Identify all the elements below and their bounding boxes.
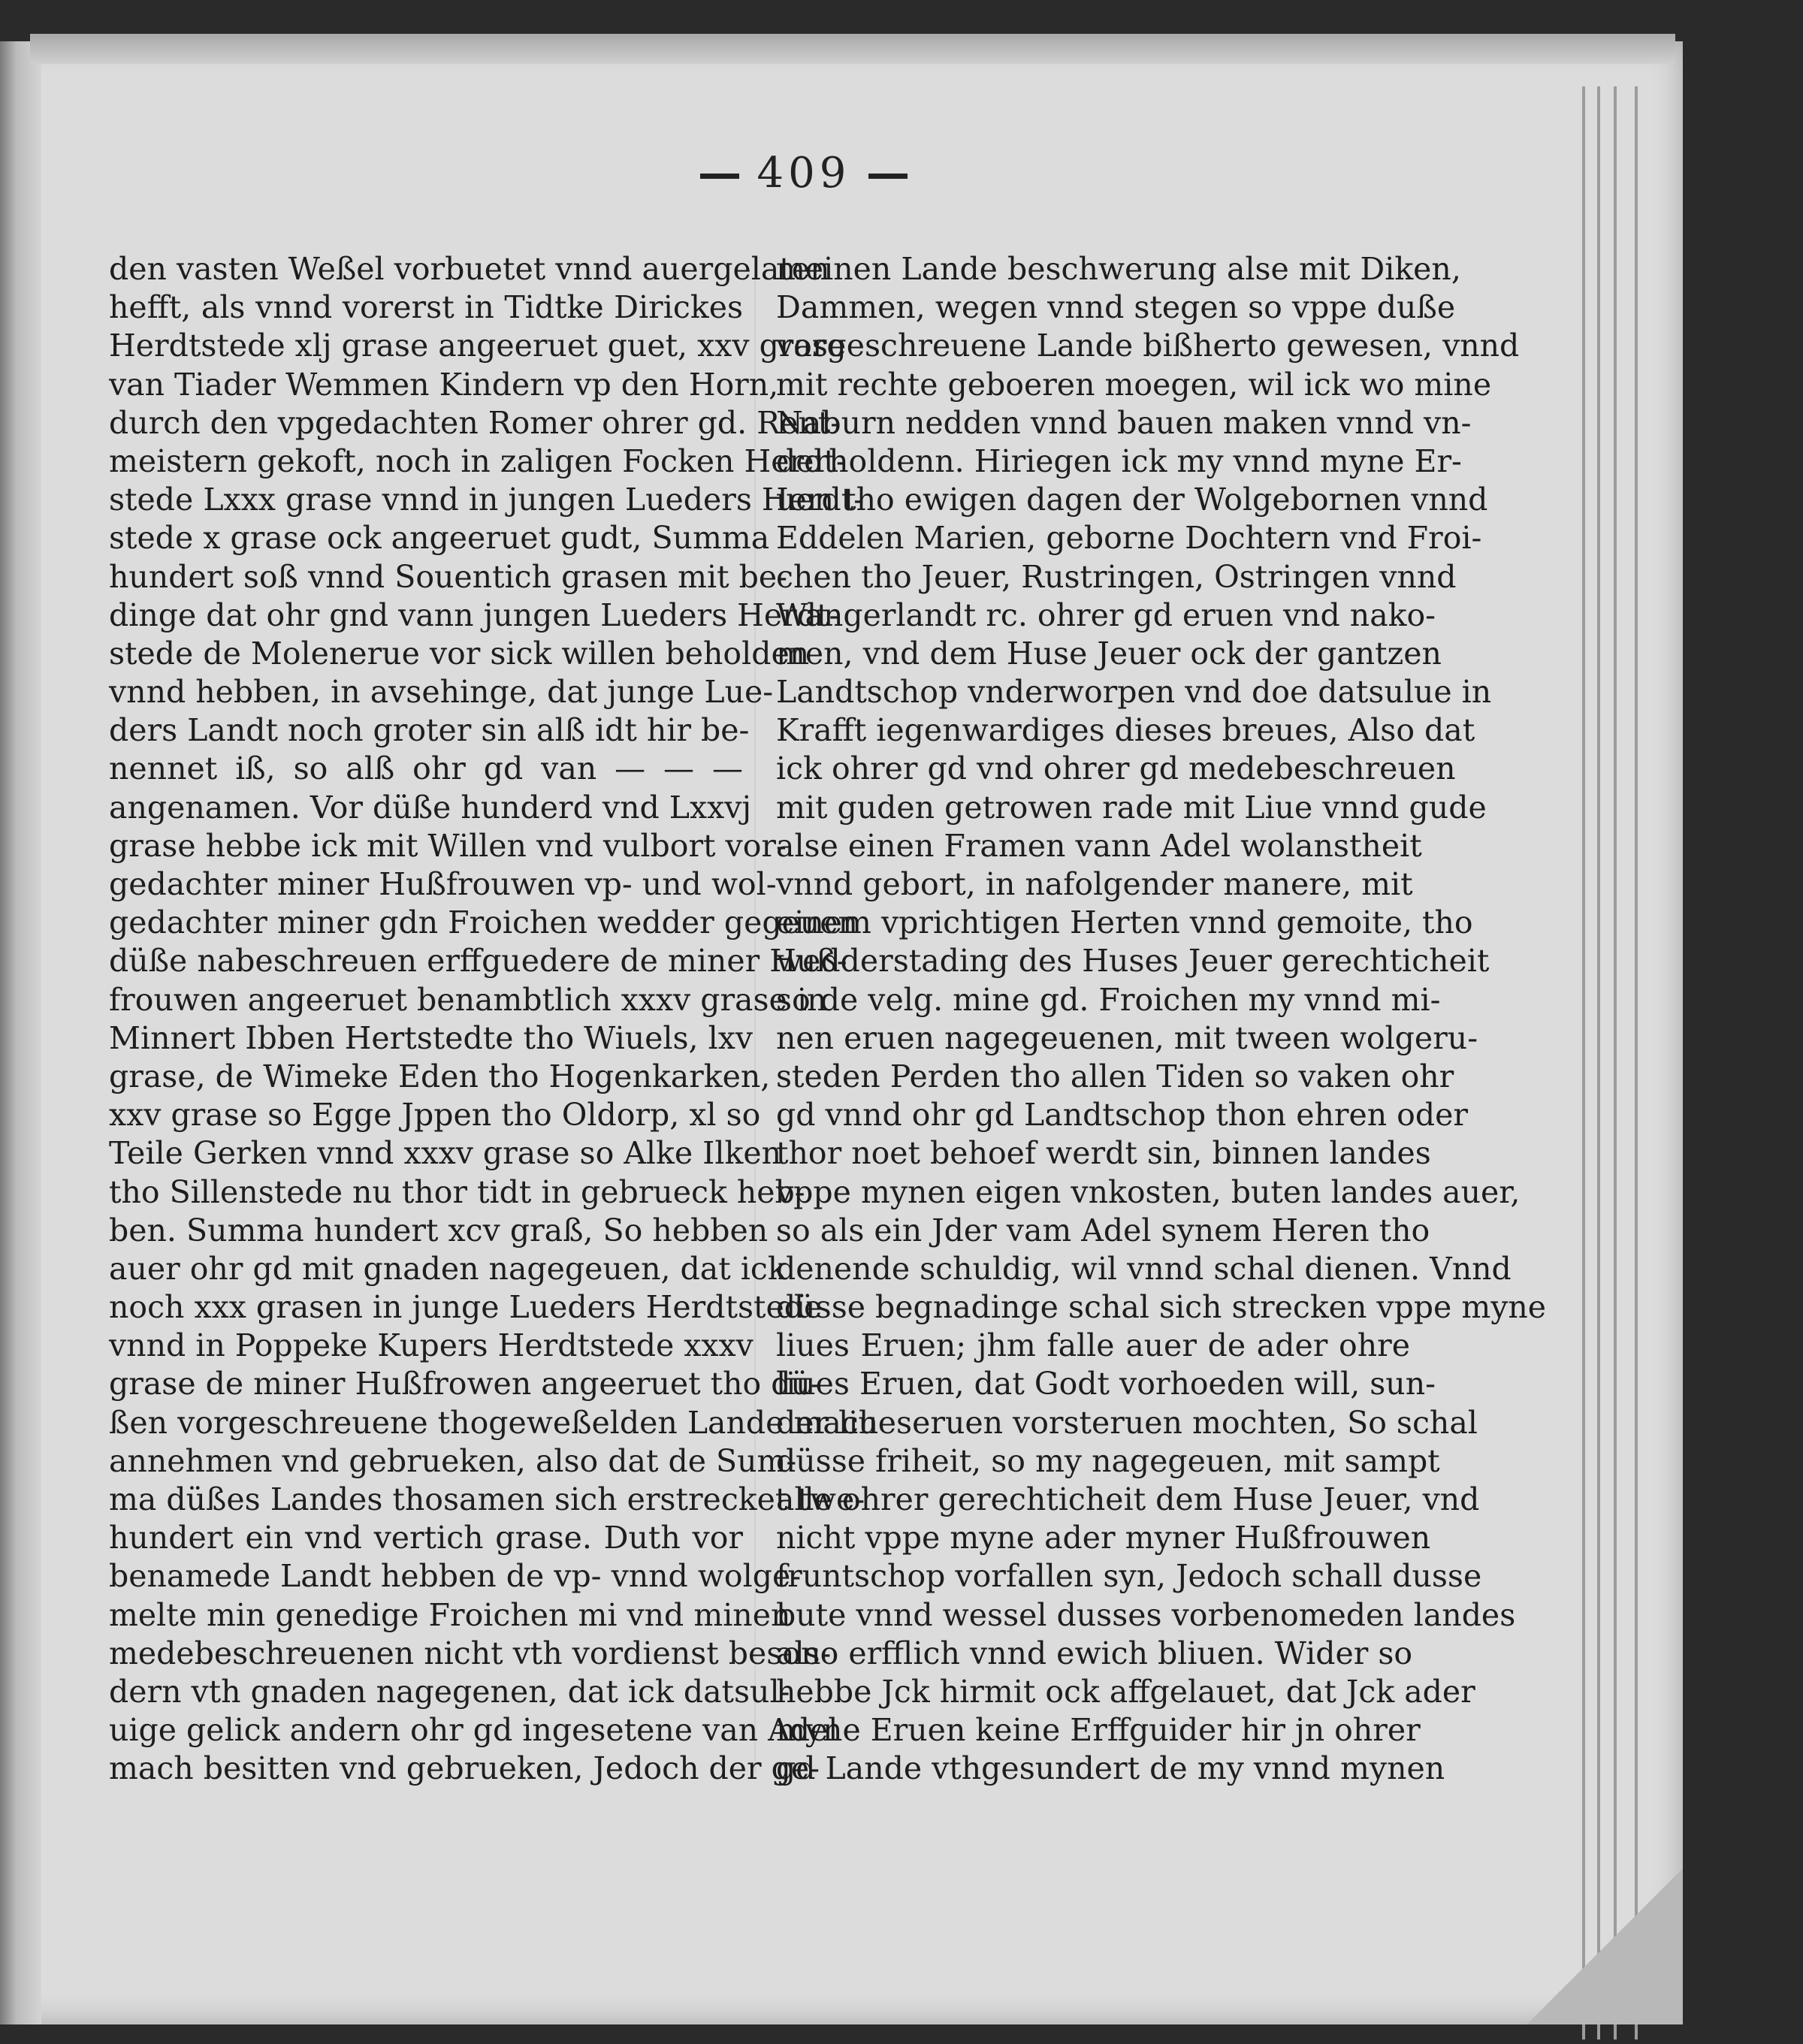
page-edges <box>1570 86 1683 2039</box>
text-line: Naburn nedden vnnd bauen maken vnnd vn- <box>776 404 1472 441</box>
text-line: durch den vpgedachten Romer ohrer gd. Rent- <box>109 404 841 441</box>
text-line: hundert ein vnd vertich grase. Duth vor <box>109 1520 743 1556</box>
text-line: dinge dat ohr gnd vann jungen Lueders Herdt- <box>109 596 840 633</box>
page-header <box>646 149 962 198</box>
text-line: vnnd in Poppeke Kupers Herdtstede xxxv <box>109 1327 754 1364</box>
text-line: liues Eruen, dat Godt vorhoeden will, sun- <box>776 1366 1436 1402</box>
book-gutter <box>0 41 41 2024</box>
page-edge-line <box>1597 86 1600 2039</box>
text-line: vorgeschreuene Lande bißherto gewesen, vnnd <box>776 328 1520 364</box>
text-line: Wangerlandt rc. ohrer gd eruen vnd nako- <box>776 596 1436 633</box>
text-line: vnnd gebort, in nafolgender manere, mit <box>776 866 1413 902</box>
text-line: düsse begnadinge schal sich strecken vppe myne <box>776 1289 1547 1326</box>
text-line: gd Lande vthgesundert de my vnnd mynen <box>776 1750 1445 1787</box>
text-line: wedderstading des Huses Jeuer gerechticheit <box>776 943 1490 980</box>
text-line: meinen Lande beschwerung alse mit Diken, <box>776 251 1461 287</box>
text-line: ßen vorgeschreuene thogeweßelden Lande mach <box>109 1404 879 1441</box>
text-line: Dammen, wegen vnnd stegen so vppe duße <box>776 289 1456 326</box>
text-line: nicht vppe myne ader myner Hußfrouwen <box>776 1520 1431 1556</box>
text-line: gedachter miner gdn Froichen wedder gegeuen <box>109 904 858 941</box>
text-line: nen eruen nagegeuenen, mit tween wolgeru- <box>776 1019 1478 1056</box>
page-corner <box>1487 1829 1683 2024</box>
text-line: grase, de Wimeke Eden tho Hogenkarken, <box>109 1058 771 1094</box>
text-line: hebbe Jck hirmit ock affgelauet, dat Jck ader <box>776 1673 1475 1710</box>
text-line: so de velg. mine gd. Froichen my vnnd mi- <box>776 981 1441 1018</box>
text-line: Krafft iegenwardiges dieses breues, Also dat <box>776 712 1475 749</box>
text-line: derholdenn. Hiriegen ick my vnnd myne Er- <box>776 442 1462 479</box>
text-line: xxv grase so Egge Jppen tho Oldorp, xl so <box>109 1097 761 1134</box>
text-line: denende schuldig, wil vnnd schal dienen. Vnnd <box>776 1250 1512 1287</box>
page-edge-line <box>1614 86 1617 2039</box>
text-line: auer ohr gd mit gnaden nagegeuen, dat ick <box>109 1250 787 1287</box>
page-top-edge <box>30 34 1675 64</box>
text-line: angenamen. Vor düße hunderd vnd Lxxvj <box>109 789 752 826</box>
text-line: stede de Molenerue vor sick willen beholden <box>109 635 810 672</box>
text-line: men, vnd dem Huse Jeuer ock der gantzen <box>776 635 1442 672</box>
text-line: tho Sillenstede nu thor tidt in gebrueck heb- <box>109 1173 805 1210</box>
text-line: hundert soß vnnd Souentich grasen mit be- <box>109 558 787 595</box>
text-line: Teile Gerken vnnd xxxv grase so Alke Ilken <box>109 1135 781 1172</box>
text-line: ders Landt noch groter sin alß idt hir be- <box>109 712 750 749</box>
text-line: myne Eruen keine Erffguider hir jn ohrer <box>776 1712 1421 1749</box>
text-line: einem vprichtigen Herten vnnd gemoite, tho <box>776 904 1473 941</box>
header-dash-left <box>700 174 739 179</box>
text-line: liues Eruen; jhm falle auer de ader ohre <box>776 1327 1410 1364</box>
text-line: dern vth gnaden nagegenen, dat ick datsul- <box>109 1673 790 1710</box>
text-line: hefft, als vnnd vorerst in Tidtke Dirickes <box>109 289 743 326</box>
text-line: grase hebbe ick mit Willen vnd vulbort vor- <box>109 827 787 864</box>
text-line: mach besitten vnd gebrueken, Jedoch der ge- <box>109 1750 820 1787</box>
text-line: Herdtstede xlj grase angeeruet guet, xxv grase <box>109 328 847 364</box>
text-line: meistern gekoft, noch in zaligen Focken Herdt- <box>109 442 847 479</box>
text-line: gd vnnd ohr gd Landtschop thon ehren oder <box>776 1097 1468 1134</box>
text-line: mit guden getrowen rade mit Liue vnnd gude <box>776 789 1487 826</box>
right-text-column <box>776 250 1547 1789</box>
text-line: stede Lxxx grase vnnd in jungen Lueders Herdt- <box>109 482 865 518</box>
text-line: thor noet behoef werdt sin, binnen landes <box>776 1135 1431 1172</box>
text-line: alle ohrer gerechticheit dem Huse Jeuer, vnd <box>776 1481 1480 1517</box>
text-line: uen tho ewigen dagen der Wolgebornen vnnd <box>776 482 1488 518</box>
text-line: medebeschreuenen nicht vth vordienst beson- <box>109 1635 832 1671</box>
text-line: chen tho Jeuer, Rustringen, Ostringen vnnd <box>776 558 1457 595</box>
header-dash-right <box>868 174 908 179</box>
text-line: gedachter miner Hußfrouwen vp- und wol- <box>109 866 777 902</box>
text-line: düsse friheit, so my nagegeuen, mit sampt <box>776 1442 1440 1479</box>
text-line: frouwen angeeruet benambtlich xxxv grase in <box>109 981 827 1018</box>
text-line: vnnd hebben, in avsehinge, dat junge Lue- <box>109 674 774 711</box>
page-edge-line <box>1582 86 1585 2039</box>
text-line: stede x grase ock angeeruet gudt, Summa <box>109 520 770 557</box>
text-line: melte min genedige Froichen mi vnd minen <box>109 1596 791 1633</box>
text-line: Minnert Ibben Hertstedte tho Wiuels, lxv <box>109 1019 753 1056</box>
text-line: alse einen Framen vann Adel wolanstheit <box>776 827 1422 864</box>
text-line: Landtschop vnderworpen vnd doe datsulue in <box>776 674 1492 711</box>
left-text-column <box>109 250 879 1789</box>
text-line: fruntschop vorfallen syn, Jedoch schall dusse <box>776 1558 1482 1595</box>
text-line: düße nabeschreuen erffguedere de miner Huß- <box>109 943 847 980</box>
text-line: bute vnnd wessel dusses vorbenomeden landes <box>776 1596 1516 1633</box>
page-number: 409 <box>757 149 851 198</box>
text-line: steden Perden tho allen Tiden so vaken ohr <box>776 1058 1454 1094</box>
text-line: den vasten Weßel vorbuetet vnnd auergelaten <box>109 251 830 287</box>
text-line: der liueseruen vorsteruen mochten, So schal <box>776 1404 1478 1441</box>
text-line: vppe mynen eigen vnkosten, buten landes auer, <box>776 1173 1521 1210</box>
text-line: Eddelen Marien, geborne Dochtern vnd Froi- <box>776 520 1482 557</box>
text-line: mit rechte geboeren moegen, wil ick wo mine <box>776 366 1492 403</box>
text-line: benamede Landt hebben de vp- vnnd wolge- <box>109 1558 802 1595</box>
text-line: ick ohrer gd vnd ohrer gd medebeschreuen <box>776 750 1456 787</box>
text-line: grase de miner Hußfrowen angeeruet tho dü- <box>109 1366 821 1402</box>
text-line: ma düßes Landes thosamen sich erstrecket twe- <box>109 1481 865 1517</box>
text-line: annehmen vnd gebrueken, also dat de Sum- <box>109 1442 797 1479</box>
page-edge-line <box>1635 86 1638 2039</box>
text-line: nennet iß, so alß ohr gd van — — — <box>109 750 743 787</box>
text-line: uige gelick andern ohr gd ingesetene van Adel <box>109 1712 838 1749</box>
text-line: noch xxx grasen in junge Lueders Herdtstede <box>109 1289 823 1326</box>
text-line: so als ein Jder vam Adel synem Heren tho <box>776 1212 1430 1248</box>
text-line: ben. Summa hundert xcv graß, So hebben <box>109 1212 769 1248</box>
text-line: van Tiader Wemmen Kindern vp den Horn, <box>109 366 779 403</box>
text-line: also erfflich vnnd ewich bliuen. Wider so <box>776 1635 1413 1671</box>
